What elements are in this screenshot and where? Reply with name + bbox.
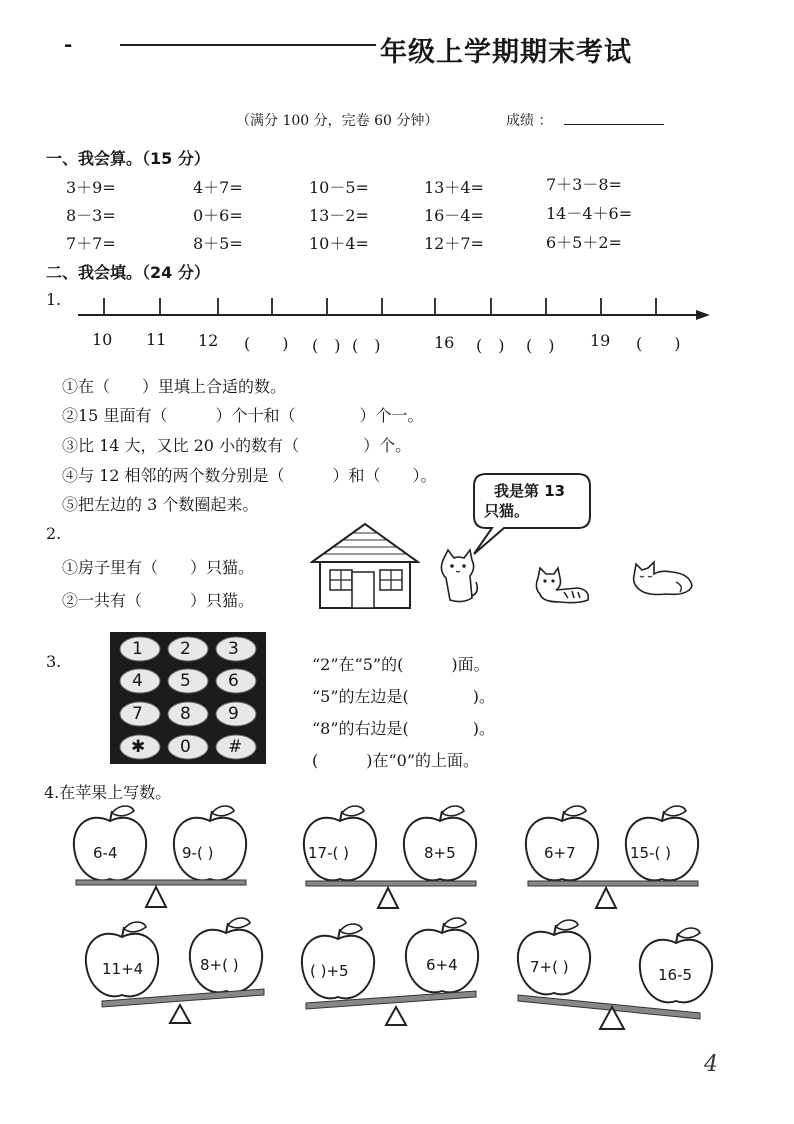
keypad-key: 0 xyxy=(180,737,191,757)
calc-item: 16－4= xyxy=(424,206,484,225)
number-line-label: 19 xyxy=(590,331,611,350)
calc-item: 13＋4= xyxy=(424,178,484,197)
keypad xyxy=(110,632,266,764)
number-line-blank[interactable]: ( ) xyxy=(526,336,555,355)
question-3-number: 3. xyxy=(46,652,62,671)
keypad-key: 7 xyxy=(132,704,143,724)
scribble-mark: 4 xyxy=(704,1052,718,1077)
keypad-key: 9 xyxy=(228,704,239,724)
apple-expression: 8+5 xyxy=(424,844,456,862)
question-1-item: ④与 12 相邻的两个数分别是（ ）和（ ）。 xyxy=(62,466,437,485)
number-line xyxy=(0,280,794,330)
number-line-label: 16 xyxy=(434,333,455,352)
keypad-key: 5 xyxy=(180,671,191,691)
score-blank-line xyxy=(564,124,664,125)
calc-item: 7＋7= xyxy=(66,234,116,253)
number-line-label: 12 xyxy=(198,331,219,350)
section-1-heading: 一、我会算。（15 分） xyxy=(46,149,210,168)
keypad-key: 1 xyxy=(132,639,143,659)
cat-icon xyxy=(630,558,696,600)
calc-item: 8－3= xyxy=(66,206,116,225)
apple-expression: 11+4 xyxy=(102,960,144,978)
apple-expression: 7+( ) xyxy=(530,958,569,976)
number-line-blank[interactable]: ( ) xyxy=(244,334,289,353)
calc-item: 12＋7= xyxy=(424,234,484,253)
question-1-item: ①在（ ）里填上合适的数。 xyxy=(62,377,287,396)
question-2-number: 2. xyxy=(46,524,62,543)
question-1-item: ②15 里面有（ ）个十和（ ）个一。 xyxy=(62,406,424,425)
calc-item: 3＋9= xyxy=(66,178,116,197)
keypad-key: ✱ xyxy=(131,737,146,757)
calc-item: 7＋3－8= xyxy=(546,175,622,194)
title-blank-line xyxy=(120,44,376,46)
calc-item: 8＋5= xyxy=(193,234,243,253)
house-icon xyxy=(310,520,420,612)
speech-text: 我是第 13 xyxy=(494,482,566,500)
question-1-number: 1. xyxy=(46,290,62,309)
apple-expression: 16-5 xyxy=(658,966,693,984)
keypad-key: 3 xyxy=(228,639,239,659)
apple-expression: 6+4 xyxy=(426,956,458,974)
keypad-key: # xyxy=(228,737,243,757)
calc-item: 14－4＋6= xyxy=(546,204,633,223)
keypad-key: 6 xyxy=(228,671,239,691)
cat-icon xyxy=(432,548,482,608)
calc-item: 10＋4= xyxy=(309,234,369,253)
number-line-label: 11 xyxy=(146,330,167,349)
apple-expression: 9-( ) xyxy=(182,844,214,862)
calc-item: 13－2= xyxy=(309,206,369,225)
apple-expression: ( )+5 xyxy=(310,962,349,980)
question-3-item: “5”的左边是( )。 xyxy=(312,687,496,706)
cat-icon xyxy=(532,564,594,606)
question-2-item: ②一共有（ ）只猫。 xyxy=(62,591,255,610)
calc-item: 0＋6= xyxy=(193,206,243,225)
corner-mark: - xyxy=(64,32,73,56)
calc-item: 10－5= xyxy=(309,178,369,197)
question-1-item: ③比 14 大，又比 20 小的数有（ ）个。 xyxy=(62,436,412,455)
keypad-key: 8 xyxy=(180,704,191,724)
apple-balances xyxy=(0,805,794,1045)
question-3-item: “2”在“5”的( )面。 xyxy=(312,655,490,674)
score-label: 成绩 ： xyxy=(506,113,553,129)
apple-expression: 17-( ) xyxy=(308,844,349,862)
calc-item: 4＋7= xyxy=(193,178,243,197)
apple-expression: 8+( ) xyxy=(200,956,239,974)
page-title: 年级上学期期末考试 xyxy=(380,37,632,68)
number-line-blank[interactable]: ( ) xyxy=(312,336,341,355)
apple-expression: 6-4 xyxy=(93,844,118,862)
speech-text: 只猫。 xyxy=(484,502,530,520)
number-line-label: 10 xyxy=(92,330,113,349)
apple-expression: 15-( ) xyxy=(630,844,671,862)
calc-item: 6＋5＋2= xyxy=(546,233,622,252)
apple-expression: 6+7 xyxy=(544,844,576,862)
keypad-key: 4 xyxy=(132,671,143,691)
question-1-item: ⑤把左边的 3 个数圈起来。 xyxy=(62,495,259,514)
number-line-blank[interactable]: ( ) xyxy=(636,334,681,353)
exam-info: （满分 100 分，完卷 60 分钟） xyxy=(236,113,439,129)
question-3-item: “8”的右边是( )。 xyxy=(312,719,496,738)
number-line-blank[interactable]: ( ) xyxy=(352,336,381,355)
number-line-blank[interactable]: ( ) xyxy=(476,336,505,355)
question-2-item: ①房子里有（ ）只猫。 xyxy=(62,558,255,577)
section-2-heading: 二、我会填。（24 分） xyxy=(46,263,210,282)
question-3-item: ( )在“0”的上面。 xyxy=(312,751,480,770)
keypad-key: 2 xyxy=(180,639,191,659)
question-4-heading: 4.在苹果上写数。 xyxy=(44,783,172,802)
